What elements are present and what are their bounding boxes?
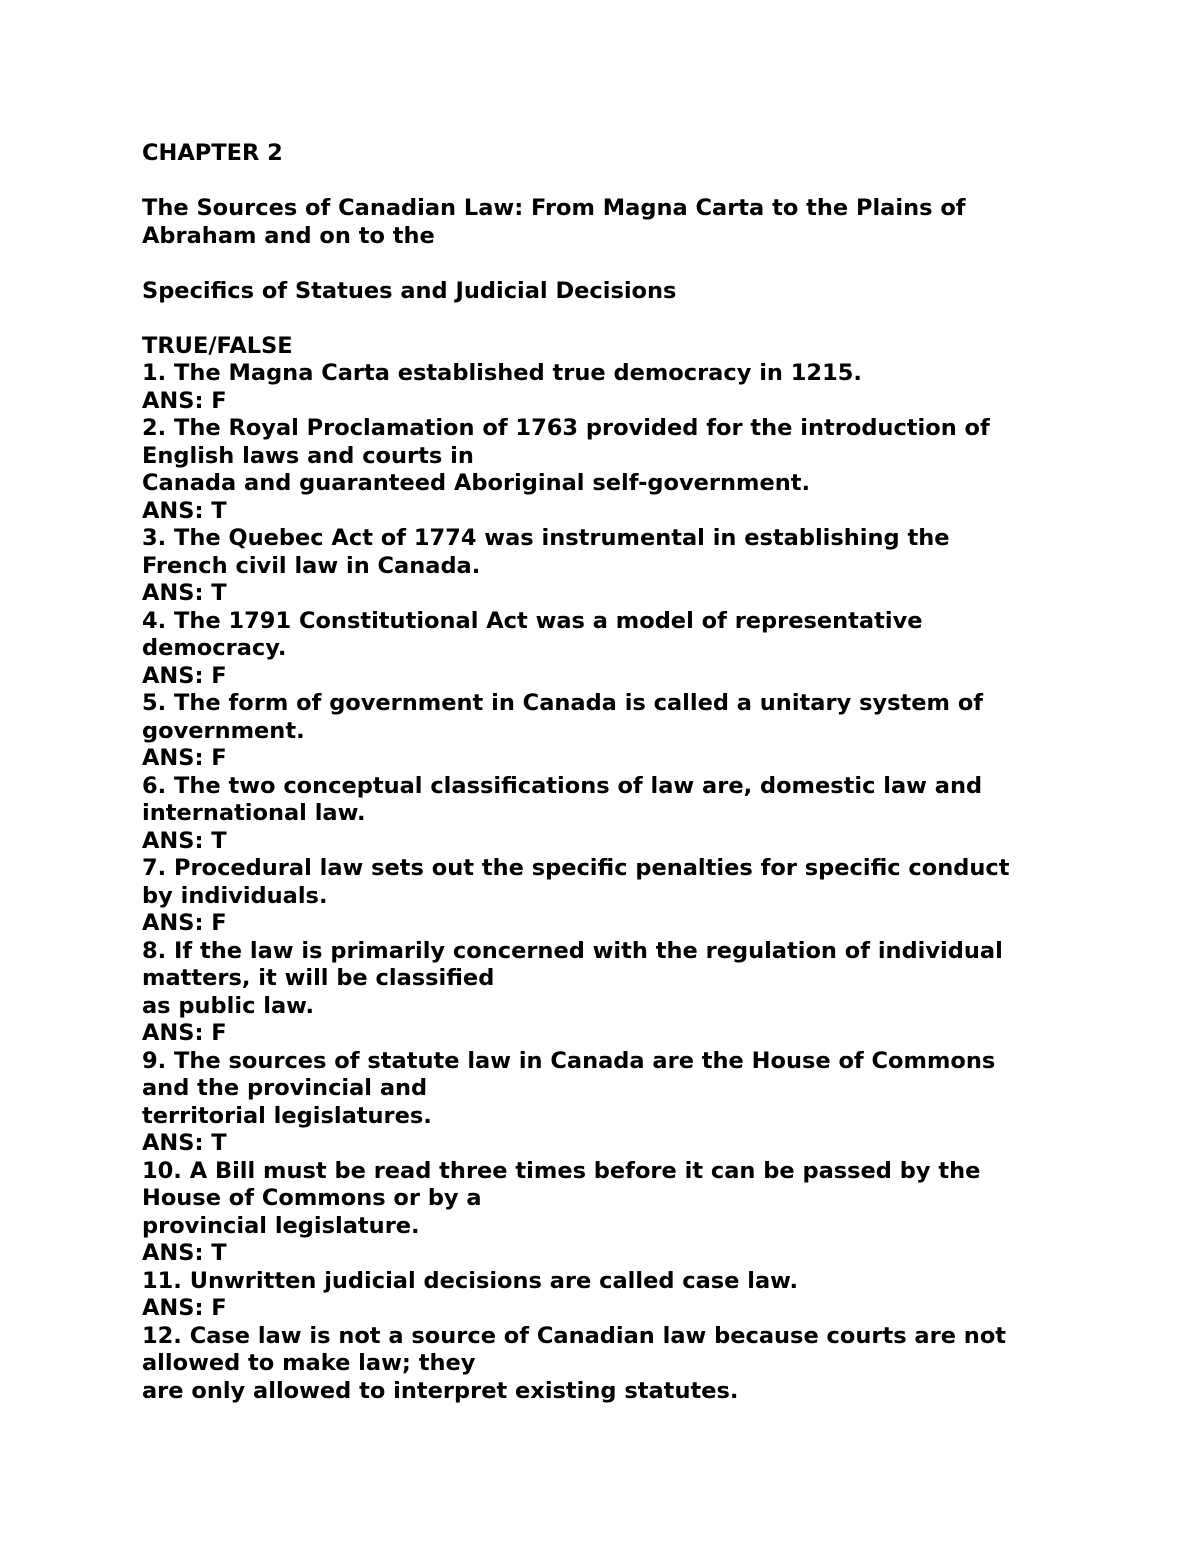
question-text-line: 12. Case law is not a source of Canadian law because courts are not	[142, 1322, 1007, 1349]
question-text-line: international law.	[142, 800, 366, 826]
spacer	[142, 250, 1142, 278]
question-text-line: English laws and courts in	[142, 442, 474, 469]
section-heading: TRUE/FALSE	[142, 332, 293, 359]
answer-line: ANS: F	[142, 387, 227, 414]
question-text-line: 6. The two conceptual classifications of law are, domestic law and	[142, 772, 983, 799]
question-text-line: allowed to make law; they	[142, 1350, 476, 1376]
chapter-heading: CHAPTER 2	[142, 140, 283, 166]
answer-line: ANS: T	[142, 827, 227, 854]
question-text-line: 10. A Bill must be read three times before it can be passed by the	[142, 1157, 981, 1184]
question-item	[142, 855, 1142, 938]
question-item	[142, 938, 1142, 1048]
question-text-line: as public law.	[142, 992, 315, 1019]
answer-line: ANS: F	[142, 910, 227, 936]
question-list	[142, 360, 1142, 1405]
question-item	[142, 690, 1142, 773]
question-item	[142, 1268, 1142, 1323]
answer-line: ANS: T	[142, 580, 227, 606]
document-page	[142, 140, 1142, 1405]
question-text-line: government.	[142, 717, 305, 744]
question-text-line: 2. The Royal Proclamation of 1763 provided for the introduction of	[142, 415, 990, 441]
question-item	[142, 415, 1142, 525]
question-text-line: territorial legislatures.	[142, 1102, 432, 1129]
spacer	[142, 305, 1142, 333]
question-text-line: and the provincial and	[142, 1075, 428, 1101]
question-text-line: 11. Unwritten judicial decisions are called case law.	[142, 1267, 799, 1294]
answer-line: ANS: F	[142, 1295, 227, 1321]
question-item	[142, 525, 1142, 608]
question-item	[142, 1158, 1142, 1268]
question-item	[142, 1048, 1142, 1158]
question-text-line: by individuals.	[142, 882, 328, 909]
answer-line: ANS: F	[142, 1020, 227, 1046]
answer-line: ANS: F	[142, 745, 227, 771]
question-item	[142, 773, 1142, 856]
question-text-line: 3. The Quebec Act of 1774 was instrumental in establishing the	[142, 525, 950, 551]
question-item	[142, 608, 1142, 691]
answer-line: ANS: T	[142, 1130, 227, 1156]
title-line: Abraham and on to the	[142, 222, 435, 249]
question-text-line: 4. The 1791 Constitutional Act was a model of representative	[142, 607, 923, 634]
answer-line: ANS: T	[142, 1240, 227, 1266]
question-text-line: 1. The Magna Carta established true democracy in 1215.	[142, 360, 862, 386]
subtitle: Specifics of Statues and Judicial Decisions	[142, 277, 677, 304]
question-text-line: 7. Procedural law sets out the specific penalties for specific conduct	[142, 855, 1010, 881]
question-text-line: matters, it will be classified	[142, 965, 495, 991]
question-text-line: provincial legislature.	[142, 1212, 420, 1239]
title-line: The Sources of Canadian Law: From Magna Carta to the Plains of	[142, 195, 966, 221]
question-text-line: French civil law in Canada.	[142, 552, 481, 579]
question-text-line: 8. If the law is primarily concerned with the regulation of individual	[142, 937, 1003, 964]
question-text-line: 9. The sources of statute law in Canada are the House of Commons	[142, 1047, 996, 1074]
answer-line: ANS: F	[142, 662, 227, 689]
question-text-line: democracy.	[142, 635, 287, 661]
question-text-line: are only allowed to interpret existing statutes.	[142, 1377, 739, 1404]
question-item	[142, 1323, 1142, 1406]
question-text-line: House of Commons or by a	[142, 1185, 482, 1211]
question-text-line: Canada and guaranteed Aboriginal self-government.	[142, 470, 811, 496]
question-item	[142, 360, 1142, 415]
spacer	[142, 168, 1142, 196]
answer-line: ANS: T	[142, 497, 227, 524]
question-text-line: 5. The form of government in Canada is called a unitary system of	[142, 690, 984, 716]
